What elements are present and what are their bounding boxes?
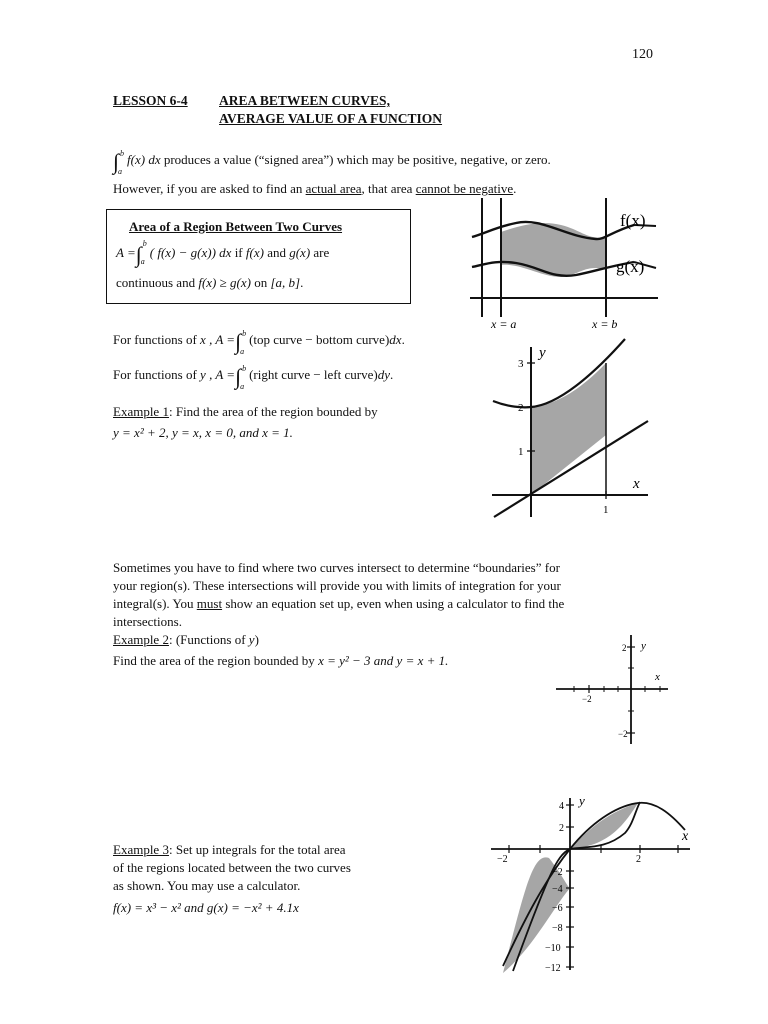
example2-label: Example 2 xyxy=(113,632,169,647)
page-number: 120 xyxy=(632,47,653,62)
y-tick-neg2: −2 xyxy=(618,729,628,739)
example2-axes xyxy=(552,632,672,750)
paragraph-line2: your region(s). These intersections will provide you with limits of integration for your xyxy=(113,578,561,593)
definition-box-condition: continuous and f(x) ≥ g(x) on [a, b]. xyxy=(116,275,304,290)
y-axis-label: y xyxy=(579,793,585,808)
x-tick-neg2: −2 xyxy=(582,694,592,704)
definition-box-title: Area of a Region Between Two Curves xyxy=(129,219,343,234)
y-tick-2: 2 xyxy=(622,643,627,653)
y-axis-label: y xyxy=(539,345,546,361)
shaded-region-right xyxy=(570,803,638,849)
lesson-title-line1: AREA BETWEEN CURVES, xyxy=(219,93,390,108)
x-axis-label: x xyxy=(633,476,640,492)
example3-line2: of the regions located between the two curves xyxy=(113,860,351,875)
example1-heading: Example 1: Find the area of the region bounded by xyxy=(113,404,378,419)
shaded-region xyxy=(531,363,606,495)
y-tick-neg10: −10 xyxy=(545,943,561,954)
example3-heading: Example 3: Set up integrals for the total area xyxy=(113,842,346,857)
y-tick-neg4: −4 xyxy=(552,884,563,895)
integral-sign: ∫ xyxy=(113,149,120,174)
intro-line1: ∫ b a f(x) dx produces a value (“signed area”) which may be positive, negative, or zero. xyxy=(113,149,551,176)
example1-graph xyxy=(488,335,658,525)
paragraph-line4: intersections. xyxy=(113,614,182,629)
y-tick-neg8: −8 xyxy=(552,923,563,934)
f-label: f(x) xyxy=(620,211,646,230)
integrand: f(x) dx xyxy=(127,152,161,167)
lesson-title-line2: AVERAGE VALUE OF A FUNCTION xyxy=(219,111,443,126)
y-axis-label: y xyxy=(641,640,646,652)
y-tick-2: 2 xyxy=(518,402,524,414)
example2-problem: Find the area of the region bounded by x = y² − 3 and y = x + 1. xyxy=(113,653,449,668)
example3-graph xyxy=(485,788,695,978)
y-tick-1: 1 xyxy=(518,446,524,458)
x-a-label: x = a xyxy=(491,317,517,331)
y-tick-neg2: −2 xyxy=(552,867,563,878)
y-tick-2: 2 xyxy=(559,823,564,834)
example2-heading: Example 2: (Functions of y) xyxy=(113,632,259,647)
shaded-region xyxy=(501,223,606,277)
definition-box-formula: A =∫ b a ( f(x) − g(x)) dx if f(x) and g(x) are xyxy=(116,239,330,267)
rule-functions-of-y: For functions of y , A =∫ b a (right curve − left curve)dy. xyxy=(113,364,394,391)
example1-equations: y = x² + 2, y = x, x = 0, and x = 1. xyxy=(113,425,293,440)
paragraph-line3: integral(s). You must show an equation set up, even when using a calculator to find the xyxy=(113,596,565,611)
example3-equations: f(x) = x³ − x² and g(x) = −x² + 4.1x xyxy=(113,900,299,915)
lesson-number: LESSON 6-4 xyxy=(113,93,188,108)
y-tick-3: 3 xyxy=(518,358,524,370)
y-tick-neg12: −12 xyxy=(545,963,561,974)
actual-area-text: actual area xyxy=(305,181,362,196)
x-b-label: x = b xyxy=(592,317,618,331)
must-text: must xyxy=(196,596,223,611)
example3-line3: as shown. You may use a calculator. xyxy=(113,878,301,893)
x-tick-neg2: −2 xyxy=(497,854,508,865)
g-label: g(x) xyxy=(616,257,645,276)
x-axis-label: x xyxy=(682,829,689,844)
y-tick-4: 4 xyxy=(559,801,564,812)
x-tick-1: 1 xyxy=(603,504,609,516)
area-between-curves-figure xyxy=(466,195,666,335)
y-tick-neg6: −6 xyxy=(552,903,563,914)
intro-line1-text: produces a value (“signed area”) which may be positive, negative, or zero. xyxy=(163,152,551,167)
intro-line2: However, if you are asked to find an actual area, that area cannot be negative. xyxy=(113,181,517,196)
paragraph-line1: Sometimes you have to find where two curves intersect to determine “boundaries” for xyxy=(113,560,560,575)
example1-label: Example 1 xyxy=(113,404,169,419)
example3-label: Example 3 xyxy=(113,842,169,857)
rule-functions-of-x: For functions of x , A =∫ b a (top curve − bottom curve)dx. xyxy=(113,329,405,356)
cannot-be-negative-text: cannot be negative xyxy=(415,181,514,196)
definition-box xyxy=(106,209,411,304)
x-tick-2: 2 xyxy=(636,854,641,865)
x-axis-label: x xyxy=(655,671,660,683)
